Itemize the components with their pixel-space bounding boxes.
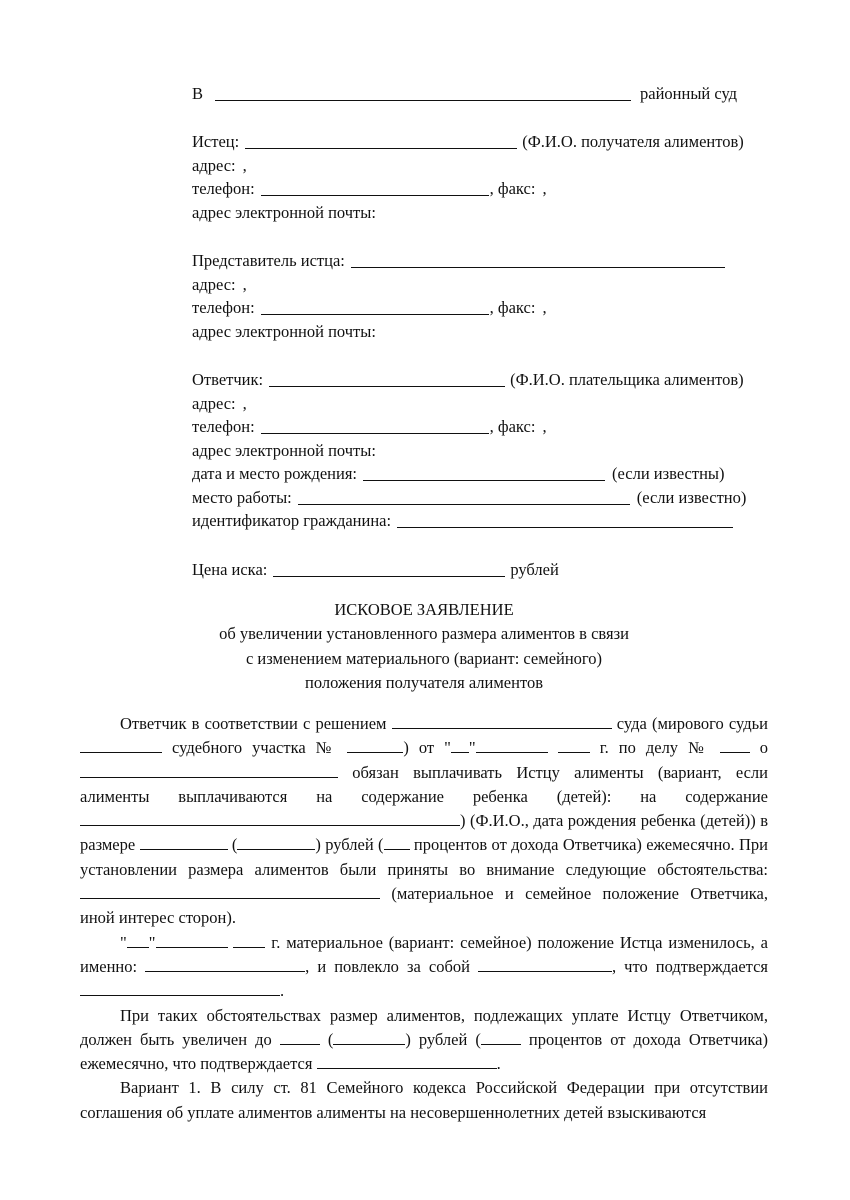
plaintiff-fax-label: , факс: <box>489 179 536 198</box>
alimony-amount-field[interactable] <box>140 834 228 850</box>
paragraph-1 <box>80 712 768 931</box>
paragraph-2 <box>80 931 768 1004</box>
defendant-birth-note: (если известны) <box>612 464 725 483</box>
document-body <box>80 712 768 1125</box>
plaintiff-address-label: адрес: <box>192 155 236 175</box>
plaintiff-phone-label: телефон: <box>192 179 255 198</box>
plaintiff-name-row <box>192 129 768 153</box>
representative-email-label: адрес электронной почты: <box>192 321 376 341</box>
plaintiff-fax-comma: , <box>542 179 547 198</box>
defendant-note: (Ф.И.О. плательщика алиментов) <box>510 370 744 389</box>
new-percent-field[interactable] <box>481 1029 521 1045</box>
p1-text-8: обязан выплачивать Истцу алименты (вариант, если алименты выплачиваются на содержание ребенка (детей): на содержание <box>80 762 768 806</box>
plaintiff-phone-row <box>192 176 768 200</box>
defendant-id-row <box>192 508 768 532</box>
paragraph-3 <box>80 1004 768 1077</box>
plaintiff-email-label: адрес электронной почты: <box>192 202 376 222</box>
representative-phone-label: телефон: <box>192 298 255 317</box>
defendant-phone-label: телефон: <box>192 417 255 436</box>
header-block <box>192 80 768 580</box>
document-title <box>80 598 768 695</box>
claim-price-field[interactable] <box>273 559 505 577</box>
new-amount-field[interactable] <box>280 1029 320 1045</box>
representative-address-comma: , <box>242 274 247 294</box>
title-line-1: ИСКОВОЕ ЗАЯВЛЕНИЕ <box>334 600 514 619</box>
plaintiff-address-comma: , <box>242 155 247 175</box>
representative-name-field[interactable] <box>351 250 725 268</box>
p3-text-1: При таких обстоятельствах размер алиментов, подлежащих уплате Истцу Ответчиком, должен быть увеличен до <box>80 1005 768 1049</box>
p2-text-4: , и повлекло за собой <box>305 956 478 976</box>
p1-text-12: процентов от дохода Ответчика) ежемесячно. При установлении размера алиментов были приняты во внимание следующие обстоятельства: <box>80 835 768 879</box>
plaintiff-name-field[interactable] <box>245 131 517 149</box>
case-number-field[interactable] <box>720 737 750 753</box>
p3-text-3: ) рублей ( <box>405 1029 481 1049</box>
p1-text-5: " <box>468 738 476 758</box>
claim-price-row <box>192 556 768 580</box>
representative-name-row <box>192 248 768 272</box>
p2-text-5: , что подтверждается <box>611 956 769 976</box>
p1-text-3: судебного участка № <box>162 738 348 758</box>
defendant-id-field[interactable] <box>397 510 733 528</box>
court-row <box>192 80 768 104</box>
defendant-birth-row <box>192 461 768 485</box>
new-evidence-field[interactable] <box>317 1053 497 1069</box>
p1-text-11: ) рублей ( <box>315 835 384 855</box>
court-section-field[interactable] <box>347 737 403 753</box>
p3-text-2: ( <box>319 1029 334 1049</box>
defendant-birth-field[interactable] <box>363 463 605 481</box>
p1-text-2: суда (мирового судьи <box>611 714 769 733</box>
defendant-phone-field[interactable] <box>261 416 489 434</box>
representative-label: Представитель истца: <box>192 251 345 270</box>
defendant-work-row <box>192 484 768 508</box>
defendant-work-field[interactable] <box>298 487 630 505</box>
p1-text-6: г. по делу № <box>589 738 720 758</box>
alimony-amount-words-field[interactable] <box>237 834 315 850</box>
defendant-fax-label: , факс: <box>489 417 536 436</box>
p2-text-6: . <box>280 981 285 1001</box>
circumstances-field[interactable] <box>80 883 380 899</box>
representative-address-row <box>192 271 768 295</box>
defendant-fax-comma: , <box>542 417 547 436</box>
p2-text-3: г. материальное (вариант: семейное) положение Истца изменилось, а именно: <box>80 932 768 976</box>
alimony-percent-field[interactable] <box>384 834 410 850</box>
title-line-4: положения получателя алиментов <box>304 672 543 692</box>
p3-text-4: процентов от дохода Ответчика) ежемесячно, что подтверждается <box>80 1029 768 1074</box>
defendant-id-label: идентификатор гражданина: <box>192 511 392 530</box>
representative-fax-label: , факс: <box>489 298 536 317</box>
plaintiff-address-row <box>192 152 768 176</box>
change-day-field[interactable] <box>127 932 149 948</box>
p1-text-9: ) (Ф.И.О., дата рождения ребенка (детей)) в размере <box>80 811 768 855</box>
representative-phone-row <box>192 295 768 319</box>
plaintiff-note: (Ф.И.О. получателя алиментов) <box>522 132 744 151</box>
defendant-address-label: адрес: <box>192 393 236 413</box>
defendant-work-label: место работы: <box>192 487 292 507</box>
title-line-2: об увеличении установленного размера алиментов в связи <box>219 624 629 644</box>
representative-email-row <box>192 318 768 342</box>
new-amount-words-field[interactable] <box>333 1029 405 1045</box>
court-suffix: районный суд <box>640 83 738 103</box>
representative-fax-comma: , <box>542 298 547 317</box>
court-prefix: В <box>192 83 204 103</box>
p3-text-5: . <box>496 1054 501 1074</box>
defendant-work-note: (если известно) <box>636 487 747 507</box>
defendant-name-row <box>192 367 768 391</box>
decision-day-field[interactable] <box>451 737 469 753</box>
p2-text-2: " <box>148 932 156 952</box>
p2-text-1: " <box>120 932 127 952</box>
change-consequence-field[interactable] <box>478 956 612 972</box>
court-field[interactable] <box>215 83 631 101</box>
claim-price-suffix: рублей <box>510 559 559 579</box>
change-year-field[interactable] <box>233 932 265 948</box>
court-decision-field[interactable] <box>392 713 612 729</box>
defendant-birth-label: дата и место рождения: <box>192 464 358 483</box>
p1-text-4: ) от " <box>403 738 451 758</box>
decision-subject-field[interactable] <box>80 762 338 778</box>
defendant-phone-row <box>192 414 768 438</box>
change-month-field[interactable] <box>156 932 228 948</box>
title-line-3: с изменением материального (вариант: семейного) <box>245 648 603 668</box>
plaintiff-label: Истец: <box>192 132 240 151</box>
p1-text-1: Ответчик в соответствии с решением <box>120 714 392 733</box>
change-evidence-field[interactable] <box>80 980 280 996</box>
decision-month-field[interactable] <box>476 737 548 753</box>
plaintiff-phone-field[interactable] <box>261 178 489 196</box>
defendant-address-comma: , <box>242 393 247 413</box>
representative-phone-field[interactable] <box>261 297 489 315</box>
judge-field[interactable] <box>80 737 162 753</box>
defendant-label: Ответчик: <box>192 370 264 389</box>
p1-text-13: (материальное и семейное положение Ответчика, иной интерес сторон). <box>80 884 768 928</box>
decision-year-field[interactable] <box>558 737 590 753</box>
child-info-field[interactable] <box>80 810 460 826</box>
defendant-name-field[interactable] <box>269 369 505 387</box>
representative-address-label: адрес: <box>192 274 236 294</box>
change-details-field[interactable] <box>145 956 305 972</box>
paragraph-4: Вариант 1. В силу ст. 81 Семейного кодекса Российской Федерации при отсутствии соглашения об уплате алиментов алименты на несовершеннолетних детей взыскиваются <box>80 1078 768 1122</box>
p1-text-10: ( <box>227 835 238 855</box>
defendant-address-row <box>192 390 768 414</box>
claim-price-label: Цена иска: <box>192 559 268 579</box>
defendant-email-label: адрес электронной почты: <box>192 440 376 460</box>
plaintiff-email-row <box>192 199 768 223</box>
p1-text-7: о <box>749 738 769 758</box>
defendant-email-row <box>192 437 768 461</box>
